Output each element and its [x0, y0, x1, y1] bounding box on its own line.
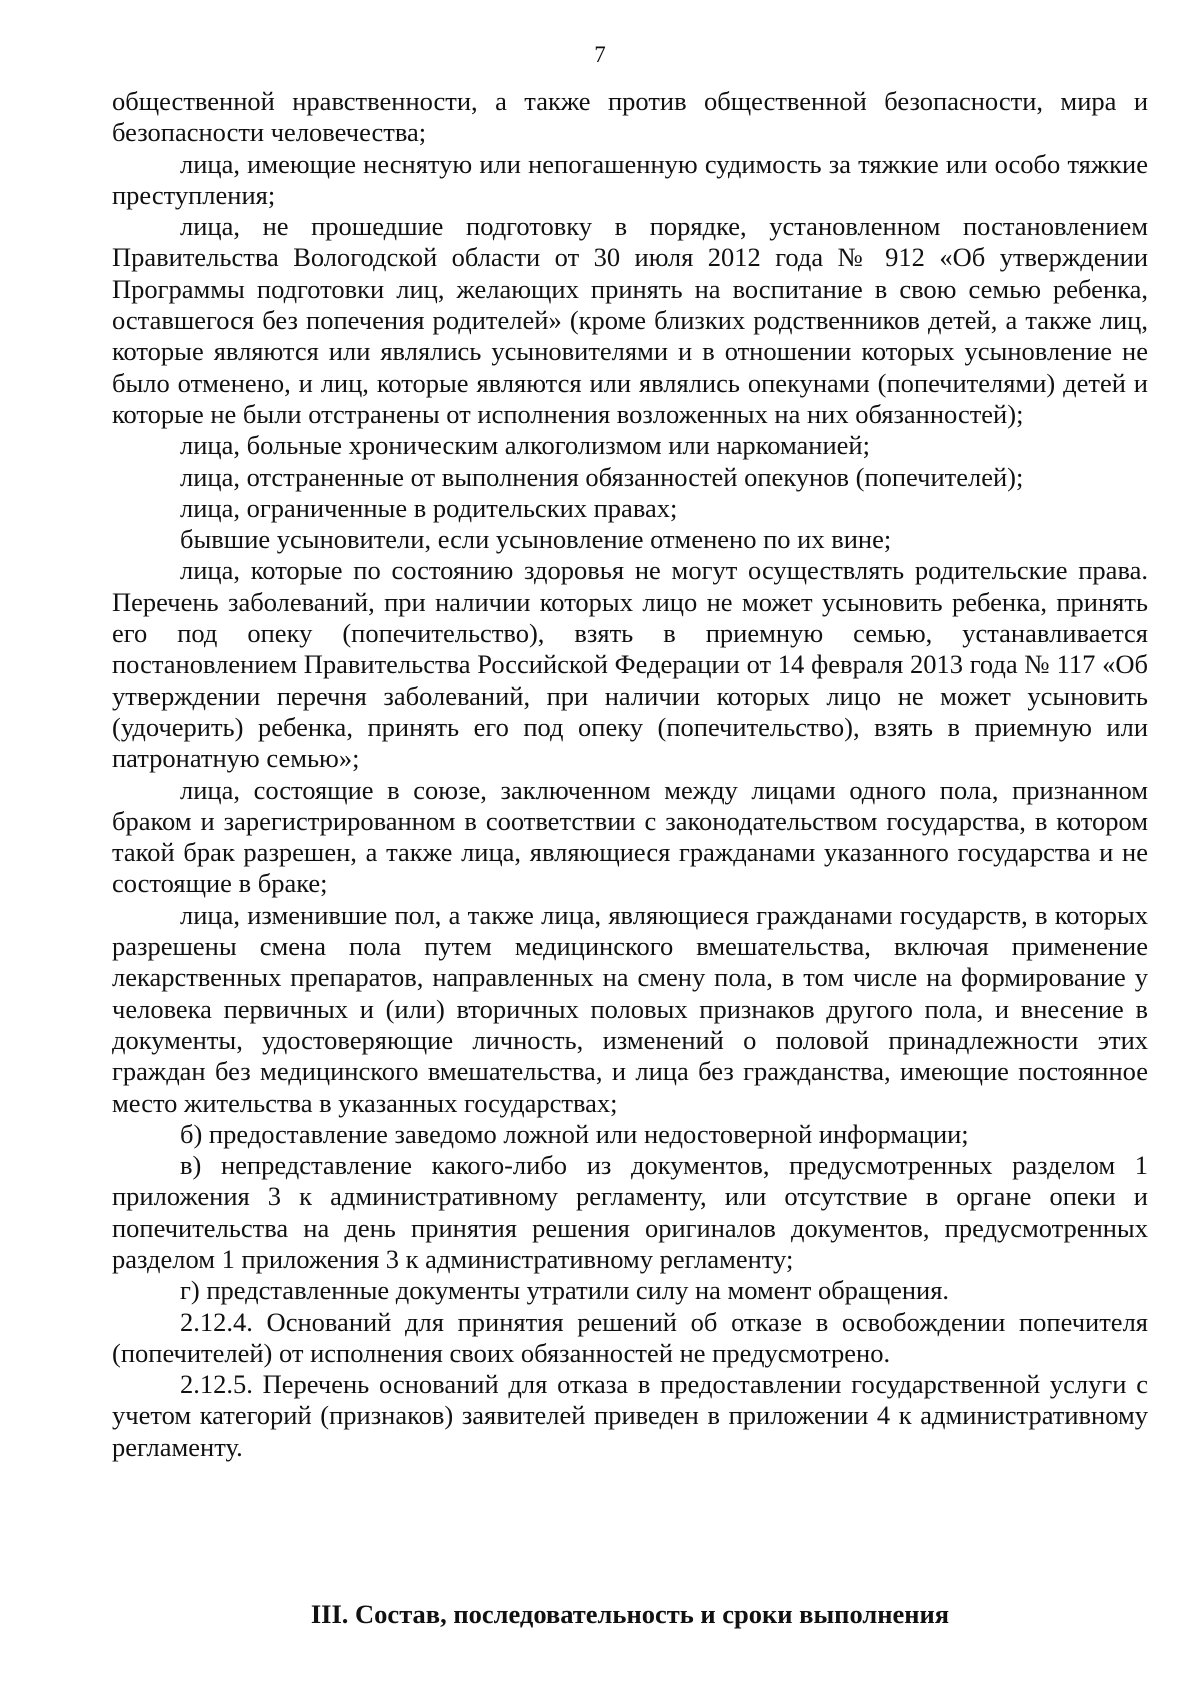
paragraph: лица, больные хроническим алкоголизмом или наркоманией;: [180, 430, 870, 461]
paragraph: лица, не прошедшие подготовку в порядке, установленном постановлением Правительства Вологодской области от 30 июля 2012 года № 912 «Об утверждении Программы подготовки лиц, желающих принять на воспитание в свою семью ребенка, оставшегося без попечения родителей» (кроме близких родственников детей, а также лиц, которые являются или являлись усыновителями и в отношении которых усыновление не было отменено, и лиц, которые являются или являлись опекунами (попечителями) детей и которые не были отстранены от исполнения возложенных на них обязанностей);: [112, 211, 1148, 429]
paragraph: г) представленные документы утратили силу на момент обращения.: [180, 1275, 950, 1306]
paragraph: лица, состоящие в союзе, заключенном между лицами одного пола, признанном браком и зарегистрированном в соответствии с законодательством государства, в котором такой брак разрешен, а также лица, являющиеся гражданами указанного государства и не состоящие в браке;: [112, 774, 1148, 899]
body-text: [112, 86, 1148, 1463]
paragraph: бывшие усыновители, если усыновление отменено по их вине;: [180, 524, 892, 555]
paragraph: 2.12.5. Перечень оснований для отказа в предоставлении государственной услуги с учетом категорий (признаков) заявителей приведен в приложении 4 к административному регламенту.: [112, 1369, 1148, 1462]
paragraph: лица, имеющие неснятую или непогашенную судимость за тяжкие или особо тяжкие преступления;: [112, 148, 1148, 210]
section-heading: III. Состав, последовательность и сроки выполнения: [310, 1599, 950, 1629]
paragraph: лица, изменившие пол, а также лица, являющиеся гражданами государств, в которых разрешены смена пола путем медицинского вмешательства, включая применение лекарственных препаратов, направленных на смену пола, в том числе на формирование у человека первичных и (или) вторичных половых признаков другого пола, и внесение в документы, удостоверяющие личность, изменений о половой принадлежности этих граждан без медицинского вмешательства, и лица без гражданства, имеющие постоянное место жительства в указанных государствах;: [112, 899, 1148, 1118]
paragraph: 2.12.4. Оснований для принятия решений об отказе в освобождении попечителя (попечителей) от исполнения своих обязанностей не предусмотрено.: [112, 1306, 1148, 1368]
page-number: 7: [594, 42, 606, 67]
paragraph: лица, которые по состоянию здоровья не могут осуществлять родительские права. Перечень заболеваний, при наличии которых лицо не может усыновить ребенка, принять его под опеку (попечительство), взять в приемную семью, устанавливается постановлением Правительства Российской Федерации от 14 февраля 2013 года № 117 «Об утверждении перечня заболеваний, при наличии которых лицо не может усыновить (удочерить) ребенка, принять его под опеку (попечительство), взять в приемную или патронатную семью»;: [112, 555, 1148, 774]
paragraph: лица, ограниченные в родительских правах;: [180, 492, 678, 523]
paragraph: в) непредставление какого-либо из документов, предусмотренных разделом 1 приложения 3 к административному регламенту, или отсутствие в органе опеки и попечительства на день принятия решения оригиналов документов, предусмотренных разделом 1 приложения 3 к административному регламенту;: [112, 1150, 1148, 1274]
paragraph: лица, отстраненные от выполнения обязанностей опекунов (попечителей);: [180, 461, 1024, 492]
paragraph: б) предоставление заведомо ложной или недостоверной информации;: [180, 1118, 969, 1149]
paragraph: общественной нравственности, а также против общественной безопасности, мира и безопасности человечества;: [112, 86, 1148, 148]
